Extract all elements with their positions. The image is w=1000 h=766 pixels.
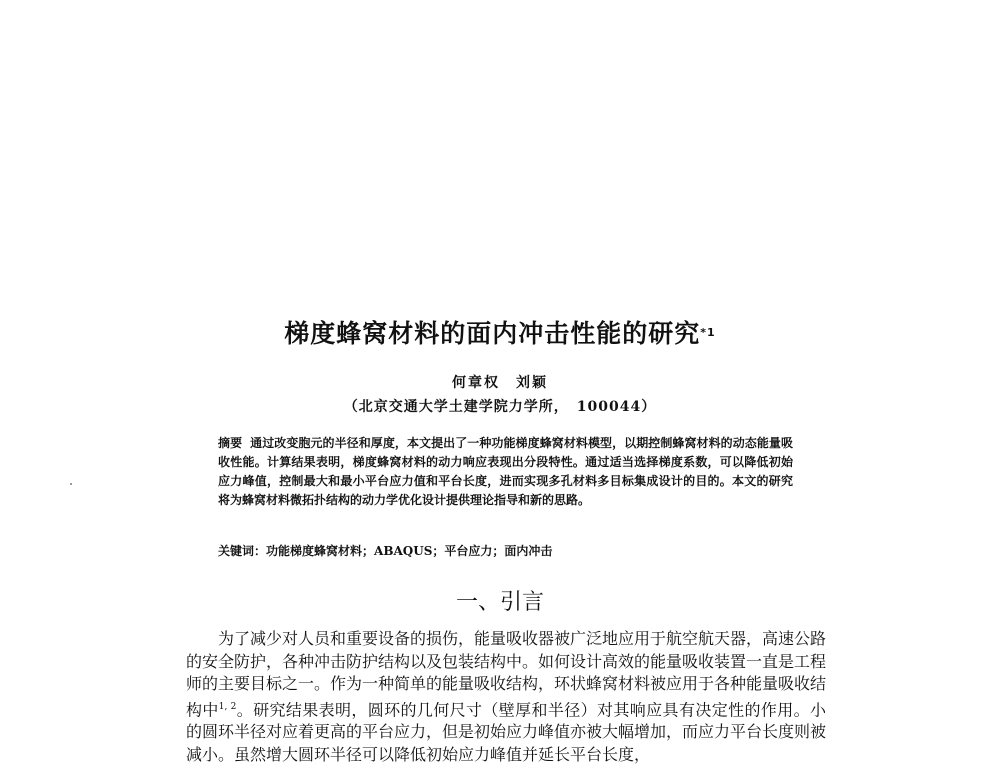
abstract [218,434,793,510]
intro-citation: 1, 2 [218,701,237,712]
abstract-text: 通过改变胞元的半径和厚度，本文提出了一种功能梯度蜂窝材料模型，以期控制蜂窝材料的动态能量吸收性能。计算结果表明，梯度蜂窝材料的动力响应表现出分段特性。通过适当选择梯度系数，可以降低初始应力峰值，控制最大和最小平台应力值和平台长度，进而实现多孔材料多目标集成设计的目的。本文的研究将为蜂窝材料微拓扑结构的动力学优化设计提供理论指导和新的思路。 [218,436,793,507]
title-text: 梯度蜂窝材料的面内冲击性能的研究 [284,319,701,348]
intro-text-1: 为了减少对人员和重要设备的损伤，能量吸收器被广泛地应用于航空航天器，高速公路的安全防护，各种冲击防护结构以及包装结构中。如何设计高效的能量吸收装置一直是工程师的主要目标之一。作为一种简单的能量吸收结构，环状蜂窝材料被应用于各种能量吸收结构中 [186,629,827,719]
title-footnote-mark: *1 [700,326,716,339]
section-heading: 一、引言 [455,590,544,615]
authors: 何章权 刘颖 [452,375,548,391]
paper-title [0,314,1000,350]
scan-speck [70,483,72,485]
abstract-label: 摘要 [218,436,243,450]
keywords [218,542,793,559]
intro-text-2: 。研究结果表明，圆环的几何尺寸（壁厚和半径）对其响应具有决定性的作用。小的圆环半径对应着更高的平台应力，但是初始应力峰值亦被大幅增加，而应力平台长度则被减小。虽然增大圆环半径可以降低初始应力峰值并延长平台长度， [186,699,827,764]
intro-paragraph [186,628,826,766]
affiliation: （北京交通大学土建学院力学所， 100044） [343,399,657,415]
keywords-text: 功能梯度蜂窝材料；ABAQUS；平台应力；面内冲击 [266,544,553,558]
keywords-label: 关键词： [218,544,267,558]
